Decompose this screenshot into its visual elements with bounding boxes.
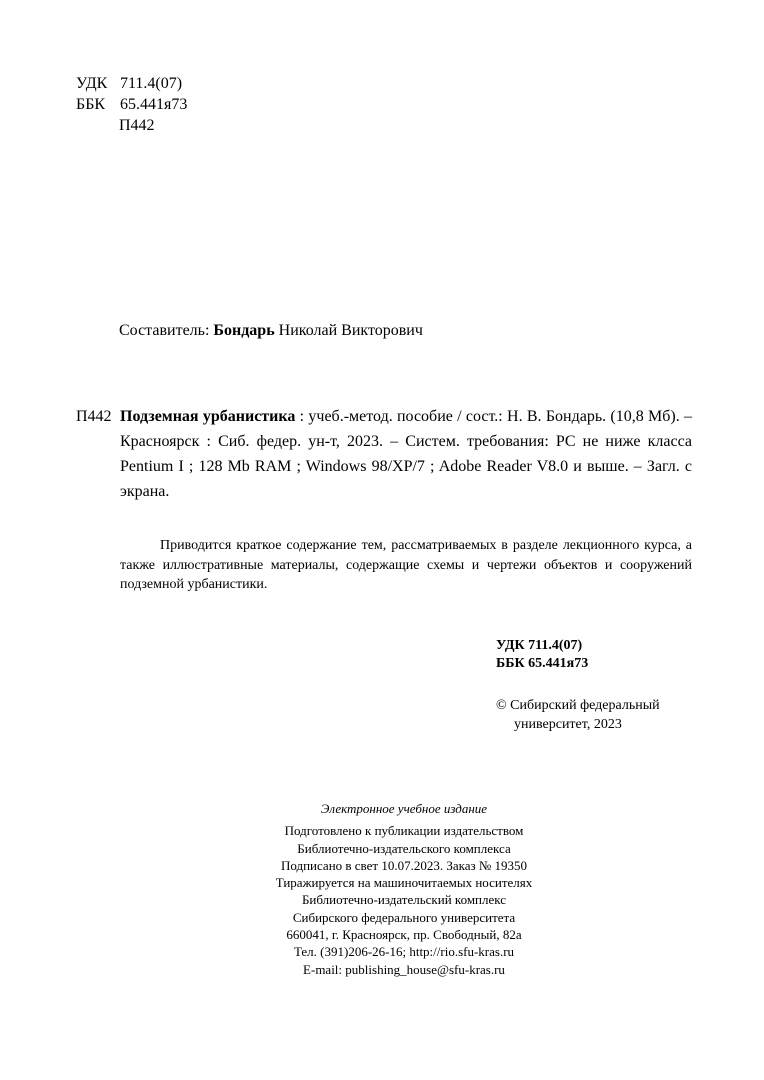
udk-label: УДК (76, 75, 108, 92)
imprint-line: Тиражируется на машиночитаемых носителях (275, 875, 533, 891)
abstract-text: Приводится краткое содержание тем, рассматриваемых в разделе лекционного курса, а также иллюстративные материалы, содержащие схемы и чертежи объектов и сооружений подземной урбанистики. (120, 538, 692, 592)
annotation-rest: : учеб.-метод. пособие / сост.: Н. В. Бондарь. (10,8 Мб). – Красноярск : Сиб. федер. ун-т, 2023. – Систем. требования: PC не ниже класса Pentium I ; 128 Mb RAM ; Windows 98/XP/7 ; Adobe Reader V8.0 и выше. – Загл. с экрана. (120, 408, 693, 500)
compiler-name: Николай Викторович (278, 322, 423, 339)
annotation-title: Подземная урбанистика (120, 408, 296, 425)
imprint-line: Подготовлено к публикации издательством (284, 823, 524, 839)
bbk-label: ББК (76, 96, 106, 113)
imprint-line: Библиотечно-издательского комплекса (297, 840, 511, 856)
imprint-line: E-mail: publishing_house@sfu-kras.ru (303, 961, 505, 977)
copyright-line-1: © Сибирский федеральный (496, 698, 660, 713)
imprint-line: Библиотечно-издательский комплекс (301, 892, 507, 908)
compiler-surname: Бондарь (213, 322, 275, 339)
edition-type: Электронное учебное издание (320, 801, 488, 816)
annotation-code: П442 (76, 408, 112, 425)
compiler-line (119, 322, 423, 340)
compiler-label: Составитель: (119, 322, 210, 339)
imprint-block (198, 800, 610, 978)
imprint-line: Сибирского федерального университета (292, 909, 516, 925)
bbk-value: 65.441я73 (120, 96, 188, 113)
bbk-bold: ББК 65.441я73 (496, 656, 589, 671)
bbk-line (76, 96, 187, 114)
udk-bold: УДК 711.4(07) (496, 638, 583, 653)
imprint-line: 660041, г. Красноярск, пр. Свободный, 82а (286, 927, 522, 943)
annotation-text (120, 404, 692, 504)
author-sign: П442 (119, 117, 155, 134)
udk-value: 711.4(07) (120, 75, 183, 92)
udk-line (76, 75, 182, 93)
imprint-line: Тел. (391)206-26-16; http://rio.sfu-kras.ru (293, 944, 515, 960)
copyright-line-2: университет, 2023 (514, 717, 622, 732)
imprint-line: Подписано в свет 10.07.2023. Заказ № 19350 (280, 857, 528, 873)
